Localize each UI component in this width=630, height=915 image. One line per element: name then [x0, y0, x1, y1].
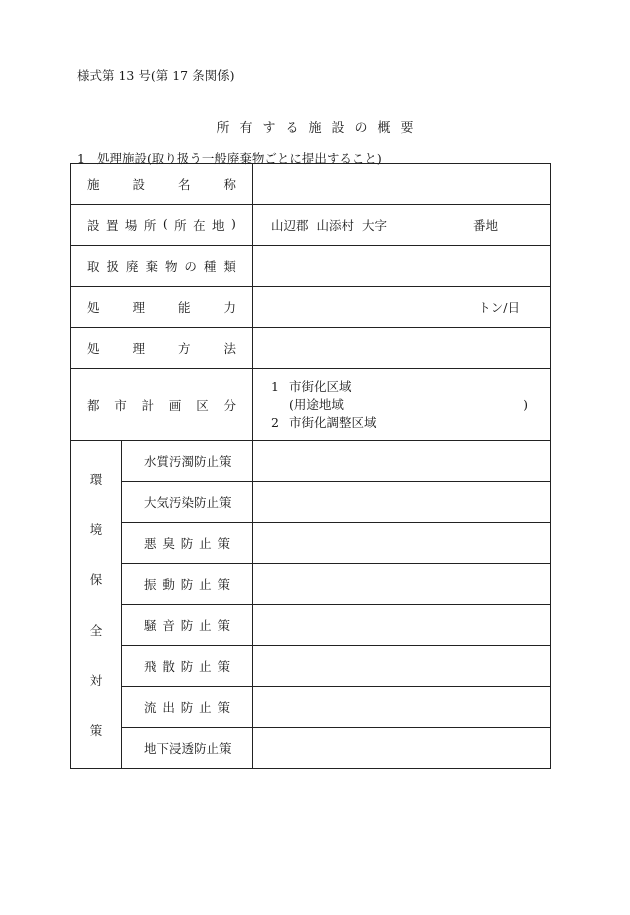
row-waste-type [71, 246, 551, 287]
label-char: 飛 [144, 659, 157, 674]
label-cell [71, 205, 253, 246]
label-char: 地 [212, 218, 225, 233]
label-char: 物 [164, 259, 178, 274]
label-char: 防 [180, 577, 194, 592]
group-label-char: 対 [89, 673, 103, 689]
label-char: 方 [177, 341, 191, 356]
row-env-measure [71, 523, 551, 564]
capacity-unit: トン/日 [478, 300, 520, 315]
label-char: 置 [105, 218, 119, 233]
label-char: 区 [196, 397, 209, 413]
label-char: 種 [203, 259, 217, 274]
group-label-char: 全 [89, 622, 103, 638]
label-char: 策 [217, 536, 230, 551]
label-char: 止 [199, 536, 212, 551]
label-char: 称 [223, 177, 236, 192]
label-char: 所 [143, 218, 157, 233]
measure-label: 水質汚濁防止策 [122, 441, 253, 482]
label-char: 市 [114, 397, 127, 413]
label-char: 名 [177, 177, 191, 192]
label-cell [71, 369, 253, 441]
label-char: 能 [177, 300, 191, 315]
form-number: 様式第 13 号(第 17 条関係) [77, 68, 235, 83]
label-char: 策 [217, 577, 230, 592]
label-char: ( [162, 216, 168, 231]
label-char: 廃 [125, 259, 139, 274]
label-char: 理 [132, 341, 145, 356]
group-label-char: 境 [89, 521, 103, 537]
measure-field[interactable] [253, 646, 551, 687]
area-text: 大字 [362, 218, 388, 233]
label-char: 理 [132, 300, 145, 315]
section-number: 1 [77, 151, 85, 166]
label-char: 策 [217, 700, 230, 715]
group-label-char: 策 [89, 723, 103, 739]
label-char: 分 [223, 397, 236, 413]
measure-label [122, 605, 253, 646]
zoning-option-1-sub: (用途地域 ) [289, 396, 528, 412]
district-text: 山辺郡 [271, 218, 309, 233]
method-field[interactable] [253, 328, 551, 369]
banchi-text: 番地 [473, 218, 499, 233]
waste-type-field[interactable] [253, 246, 551, 287]
label-char: 流 [144, 700, 157, 715]
label-char: 所 [174, 218, 187, 233]
label-char: 場 [124, 218, 138, 233]
measure-field[interactable] [253, 605, 551, 646]
label-char: 動 [162, 577, 175, 592]
label-char: 力 [223, 300, 236, 315]
waste-type-label [87, 257, 236, 275]
capacity-label [87, 298, 236, 316]
label-char: 在 [193, 218, 206, 233]
label-char: 画 [168, 397, 182, 413]
label-char: 計 [141, 397, 155, 413]
measure-field[interactable] [253, 728, 551, 769]
label-char: 設 [132, 177, 145, 192]
row-zoning [71, 369, 551, 441]
capacity-field[interactable] [253, 287, 551, 328]
label-char: の [184, 259, 197, 274]
label-char: 策 [217, 659, 230, 674]
row-env-measure [71, 564, 551, 605]
document-title: 所有する施設の概要 [216, 121, 424, 136]
label-cell [71, 328, 253, 369]
zoning-field[interactable] [253, 369, 551, 441]
location-field[interactable] [253, 205, 551, 246]
label-char: 振 [144, 577, 157, 592]
row-facility-name [71, 164, 551, 205]
measure-label [122, 646, 253, 687]
row-env-measure [71, 441, 551, 482]
label-char: 扱 [106, 259, 119, 274]
label-cell [71, 164, 253, 205]
measure-label: 大気汚染防止策 [122, 482, 253, 523]
facility-name-label [87, 175, 236, 193]
label-char: 処 [87, 300, 100, 315]
environment-group-label [71, 441, 122, 769]
label-char: 散 [162, 659, 175, 674]
measure-field[interactable] [253, 687, 551, 728]
facility-overview-table [70, 163, 551, 769]
label-char: 止 [199, 659, 212, 674]
label-char: 策 [217, 618, 230, 633]
row-method [71, 328, 551, 369]
zoning-option-1: 1 市街化区域 [271, 378, 352, 394]
label-char: 悪 [144, 536, 157, 551]
row-env-measure [71, 728, 551, 769]
group-label-char: 環 [89, 471, 103, 487]
label-cell [71, 246, 253, 287]
label-char: 音 [162, 618, 175, 633]
label-char: 施 [87, 177, 100, 192]
zoning-option-2: 2 市街化調整区域 [271, 414, 377, 430]
measure-label [122, 523, 253, 564]
row-env-measure [71, 482, 551, 523]
measure-label [122, 687, 253, 728]
group-label-char: 保 [89, 572, 103, 588]
label-char: 臭 [162, 536, 175, 551]
label-char: 棄 [145, 259, 158, 274]
location-label [87, 216, 236, 234]
measure-label: 地下浸透防止策 [122, 728, 253, 769]
label-char: 防 [180, 536, 194, 551]
label-char: 防 [180, 659, 194, 674]
label-char: 類 [223, 259, 236, 274]
label-char: 防 [180, 700, 194, 715]
label-char: 出 [162, 700, 175, 715]
label-char: 設 [87, 218, 100, 233]
village-text: 山添村 [316, 218, 355, 233]
label-cell [71, 287, 253, 328]
zoning-label [87, 396, 236, 414]
measure-field[interactable] [253, 441, 551, 482]
section-label: 処理施設(取り扱う一般廃棄物ごとに提出すること) [96, 151, 382, 166]
row-env-measure [71, 646, 551, 687]
method-label [87, 339, 236, 357]
measure-field[interactable] [253, 564, 551, 605]
row-env-measure [71, 687, 551, 728]
row-env-measure [71, 605, 551, 646]
label-char: 法 [223, 341, 236, 356]
label-char: 止 [199, 700, 212, 715]
measure-field[interactable] [253, 482, 551, 523]
label-char: 止 [199, 577, 212, 592]
label-char: 都 [87, 397, 100, 413]
row-location [71, 205, 551, 246]
measure-label [122, 564, 253, 605]
label-char: 処 [87, 341, 100, 356]
measure-field[interactable] [253, 523, 551, 564]
label-char: 防 [180, 618, 194, 633]
label-char: ) [231, 216, 236, 231]
label-char: 取 [87, 259, 100, 274]
facility-name-field[interactable] [253, 164, 551, 205]
label-char: 騒 [144, 618, 157, 633]
row-capacity [71, 287, 551, 328]
label-char: 止 [199, 618, 212, 633]
